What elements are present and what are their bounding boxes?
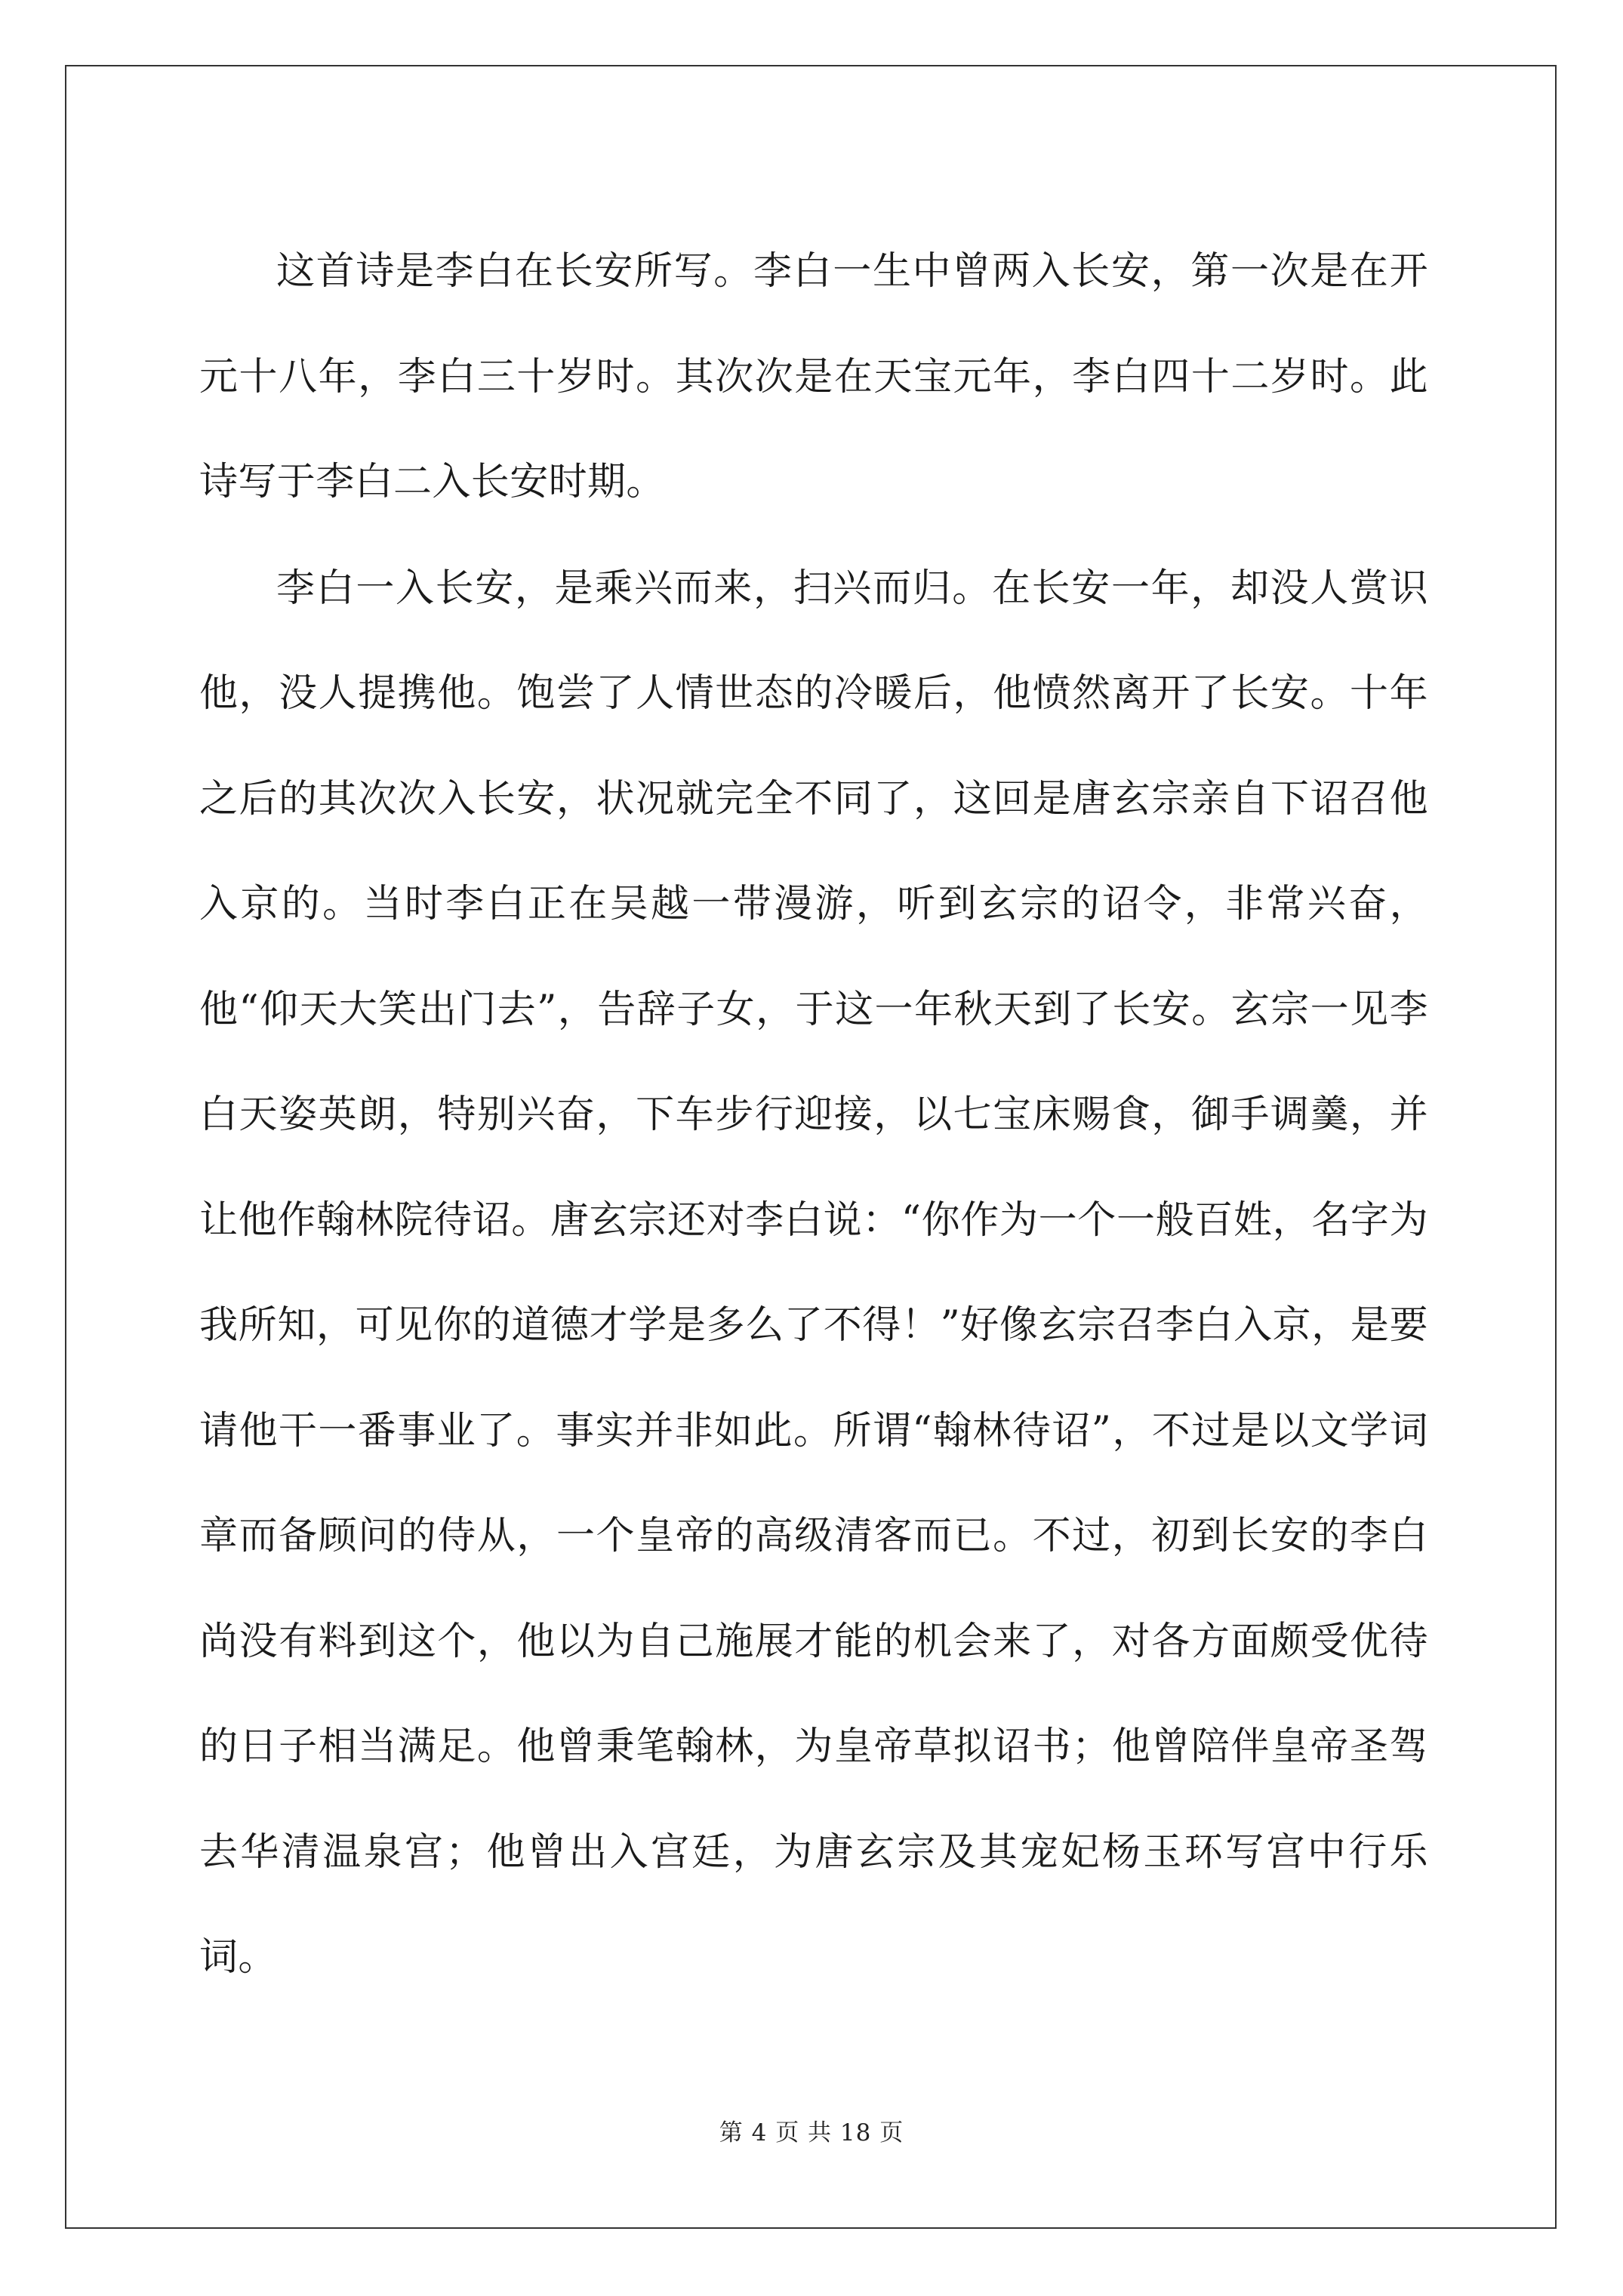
paragraph-2: 李白一入长安，是乘兴而来，扫兴而归。在长安一年，却没人赏识他，没人提携他。饱尝了人情世态的冷暖后，他愤然离开了长安。十年之后的其次次入长安，状况就完全不同了，这回是唐玄宗亲自下诏召他入京的。当时李白正在吴越一带漫游，听到玄宗的诏令，非常兴奋，他“仰天大笑出门去”，告辞子女，于这一年秋天到了长安。玄宗一见李白天姿英朗，特别兴奋，下车步行迎接，以七宝床赐食，御手调羹，并让他作翰林院待诏。唐玄宗还对李白说：“你作为一个一般百姓，名字为我所知，可见你的道德才学是多么了不得！”好像玄宗召李白入京，是要请他干一番事业了。事实并非如此。所谓“翰林待诏”，不过是以文学词章而备顾问的侍从，一个皇帝的高级清客而已。不过，初到长安的李白尚没有料到这个，他以为自己施展才能的机会来了，对各方面颇受优待的日子相当满足。他曾秉笔翰林，为皇帝草拟诏书；他曾陪伴皇帝圣驾去华清温泉宫；他曾出入宫廷，为唐玄宗及其宠妃杨玉环写宫中行乐词。 (199, 566, 1428, 1980)
page-number-footer: 第 4 页 共 18 页 (719, 2119, 904, 2147)
document-body (199, 219, 1428, 2011)
paragraph-1: 这首诗是李白在长安所写。李白一生中曾两入长安，第一次是在开元十八年，李白三十岁时。其次次是在天宝元年，李白四十二岁时。此诗写于李白二入长安时期。 (199, 249, 1428, 504)
